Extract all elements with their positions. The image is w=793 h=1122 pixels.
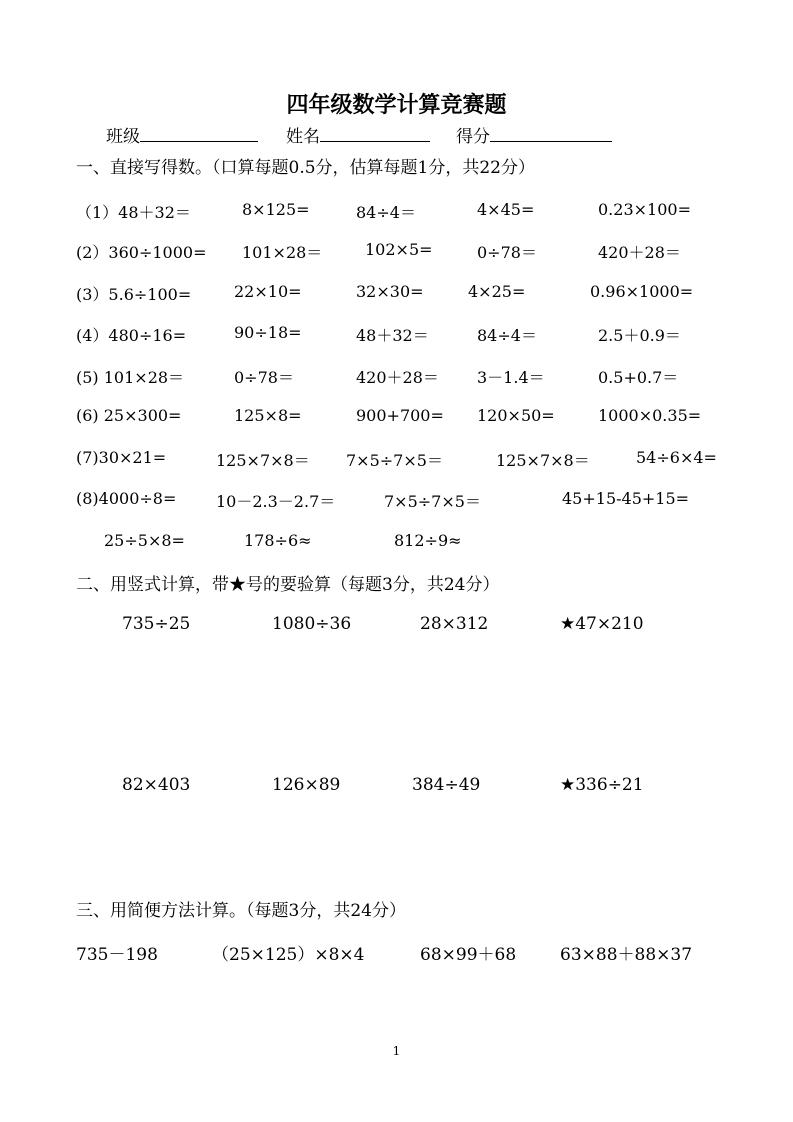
class-label: 班级: [106, 127, 140, 147]
name-field[interactable]: [286, 122, 430, 147]
s2-problem: 28×312: [420, 614, 489, 634]
s2-problem: 735÷25: [122, 614, 191, 634]
section1-heading: 一、直接写得数。（口算每题0.5分，估算每题1分，共22分）: [76, 158, 535, 178]
s1-problem: 22×10=: [234, 282, 302, 301]
s3-problem: 63×88＋88×37: [560, 945, 693, 965]
s1-problem: (5) 101×28＝: [76, 368, 185, 387]
s1-problem: 3－1.4＝: [477, 368, 545, 387]
section2-heading: 二、用竖式计算，带★号的要验算（每题3分，共24分）: [76, 575, 500, 595]
s1-problem: (7)30×21=: [76, 448, 167, 467]
s2-problem: ★336÷21: [560, 775, 644, 795]
s1-problem: 32×30=: [356, 282, 424, 301]
page-title: 四年级数学计算竞赛题: [286, 93, 507, 118]
s1-problem: 45+15-45+15=: [562, 489, 690, 508]
name-blank[interactable]: [320, 123, 430, 142]
s1-problem: 125×7×8＝: [216, 451, 310, 470]
s1-problem: (3）5.6÷100=: [76, 285, 192, 304]
s1-problem: 7×5÷7×5＝: [384, 492, 481, 511]
section3-heading: 三、用简便方法计算。（每题3分，共24分）: [76, 901, 406, 921]
s1-problem: 25÷5×8=: [104, 531, 185, 550]
s1-problem: 0÷78＝: [477, 243, 537, 262]
s1-problem: 0÷78＝: [234, 368, 294, 387]
s1-problem: 1000×0.35=: [598, 406, 702, 425]
s2-problem: 126×89: [272, 775, 341, 795]
s1-problem: 7×5÷7×5＝: [346, 451, 443, 470]
s1-problem: 8×125=: [242, 200, 310, 219]
s1-problem: 101×28＝: [242, 243, 323, 262]
s1-problem: 420＋28＝: [598, 243, 681, 262]
s1-problem: 90÷18=: [234, 323, 302, 342]
name-label: 姓名: [286, 127, 320, 147]
s1-problem: 0.96×1000=: [590, 282, 694, 301]
s1-problem: 178÷6≈: [244, 531, 312, 550]
s1-problem: (6) 25×300=: [76, 406, 182, 425]
s2-problem: 1080÷36: [272, 614, 352, 634]
s1-problem: 2.5＋0.9＝: [598, 326, 681, 345]
class-field[interactable]: [106, 122, 258, 147]
s1-problem: （1）48＋32＝: [76, 203, 191, 222]
s1-problem: 812÷9≈: [394, 531, 462, 550]
s1-problem: 900+700=: [356, 406, 444, 425]
s2-problem: ★47×210: [560, 614, 644, 634]
s3-problem: 68×99＋68: [420, 945, 517, 965]
s1-problem: 120×50=: [477, 406, 555, 425]
s1-problem: 4×45=: [477, 200, 535, 219]
s1-problem: (8)4000÷8=: [76, 489, 177, 508]
s1-problem: 420＋28＝: [356, 368, 439, 387]
s3-problem: （25×125）×8×4: [212, 945, 365, 965]
s1-problem: 54÷6×4=: [636, 448, 717, 467]
s2-problem: 82×403: [122, 775, 191, 795]
s1-problem: 48＋32＝: [356, 326, 429, 345]
s1-problem: 84÷4＝: [477, 326, 537, 345]
s1-problem: (2）360÷1000=: [76, 243, 207, 262]
s1-problem: 102×5=: [365, 240, 433, 259]
page-number: 1: [392, 1044, 401, 1058]
s3-problem: 735－198: [76, 945, 158, 965]
s1-problem: 125×8=: [234, 406, 302, 425]
s2-problem: 384÷49: [412, 775, 481, 795]
s1-problem: 0.23×100=: [598, 200, 691, 219]
s1-problem: 125×7×8＝: [496, 451, 590, 470]
class-blank[interactable]: [140, 123, 258, 142]
s1-problem: 10－2.3－2.7＝: [216, 492, 336, 511]
s1-problem: 0.5+0.7＝: [598, 368, 679, 387]
score-label: 得分: [456, 127, 490, 147]
score-blank[interactable]: [490, 123, 612, 142]
s1-problem: (4）480÷16=: [76, 326, 187, 345]
s1-problem: 4×25=: [468, 282, 526, 301]
s1-problem: 84÷4＝: [356, 203, 416, 222]
score-field[interactable]: [456, 122, 612, 147]
